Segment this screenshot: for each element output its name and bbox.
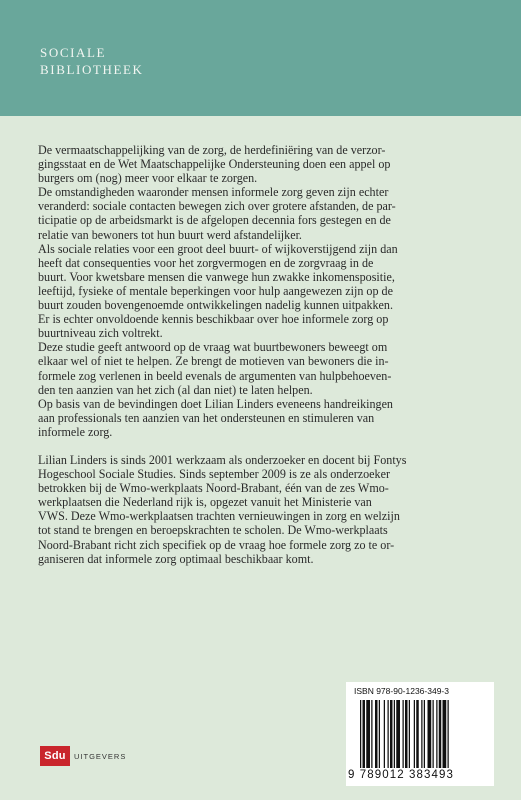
barcode-digits: 9 789012 383493 bbox=[348, 769, 455, 781]
barcode-bar bbox=[403, 700, 404, 768]
barcode-box bbox=[346, 682, 494, 786]
series-title-line: SOCIALE bbox=[40, 45, 107, 60]
text-line: informele zorg. bbox=[38, 424, 113, 439]
text-line: ticipatie op de arbeidsmarkt is de afgelopen decennia fors gestegen en de bbox=[38, 213, 391, 228]
description-paragraph bbox=[38, 143, 488, 439]
text-line: werkplaatsen die Nederland rijk is, opgezet vanuit het Ministerie van bbox=[38, 495, 372, 510]
text-line: relatie van bewoners tot hun buurt werd afstandelijker. bbox=[38, 227, 302, 242]
text-line: heeft dat consequenties voor het zorgvermogen en de zorgvraag in de bbox=[38, 255, 374, 270]
text-line: VWS. Deze Wmo-werkplaatsen trachten vernieuwingen in zorg en welzijn bbox=[38, 509, 400, 524]
text-line: Lilian Linders is sinds 2001 werkzaam als onderzoeker en docent bij Fontys bbox=[38, 452, 407, 467]
text-line: formele zog verlenen in beeld evenals de argumenten van hulpbehoeven- bbox=[38, 368, 392, 383]
text-line: buurtniveau zich voltrekt. bbox=[38, 326, 163, 341]
barcode-bar bbox=[448, 700, 449, 768]
barcode-bar bbox=[414, 700, 415, 768]
barcode-bar bbox=[396, 700, 400, 768]
text-line: Deze studie geeft antwoord op de vraag wat buurtbewoners beweegt om bbox=[38, 340, 388, 355]
barcode-bar bbox=[439, 700, 442, 768]
barcode-bar bbox=[394, 700, 395, 768]
author-bio-paragraph bbox=[38, 453, 488, 566]
publisher-logo bbox=[40, 746, 126, 766]
barcode-bar bbox=[363, 700, 366, 768]
text-line: betrokken bij de Wmo-werkplaats Noord-Brabant, één van de zes Wmo- bbox=[38, 481, 389, 496]
text-line: burgers om (nog) meer voor elkaar te zorgen. bbox=[38, 171, 258, 186]
barcode-bar bbox=[421, 700, 422, 768]
barcode-bar bbox=[416, 700, 419, 768]
barcode-bar bbox=[371, 700, 372, 768]
text-line: den ten aanzien van het zich (al dan niet) te laten helpen. bbox=[38, 382, 313, 397]
text-line: gingsstaat en de Wet Maatschappelijke Ondersteuning doen een appel op bbox=[38, 157, 391, 172]
text-line: ganiseren dat informele zorg optimaal beschikbaar komt. bbox=[38, 551, 314, 566]
barcode-bar bbox=[405, 700, 408, 768]
header-band bbox=[0, 0, 521, 116]
text-line: Als sociale relaties voor een groot deel buurt- of wijkoverstijgend zijn dan bbox=[38, 241, 398, 256]
barcode-bar bbox=[436, 700, 437, 768]
barcode-bar bbox=[443, 700, 447, 768]
text-line: buurt zouden bovengenoemde ontwikkelingen nadelig kunnen uitpakken. bbox=[38, 298, 393, 313]
barcode-bar bbox=[360, 700, 361, 768]
text-line: elkaar wel of niet te helpen. Ze brengt de motieven van bewoners die in- bbox=[38, 354, 389, 369]
barcode-bar bbox=[390, 700, 393, 768]
text-line: De omstandigheden waaronder mensen informele zorg geven zijn echter bbox=[38, 185, 389, 200]
barcode-bar bbox=[388, 700, 389, 768]
barcode-bar bbox=[375, 700, 378, 768]
barcode-graphic bbox=[360, 700, 484, 768]
text-line: leeftijd, fysieke of mentale beperkingen voor hulp aangewezen zijn op de bbox=[38, 283, 393, 298]
publisher-logo-text: UITGEVERS bbox=[74, 751, 127, 761]
text-line: tot stand te brengen en beroepskrachten te scholen. De Wmo-werkplaats bbox=[38, 523, 388, 538]
text-line: Er is echter onvoldoende kennis beschikbaar over hoe informele zorg op bbox=[38, 312, 389, 327]
series-title bbox=[40, 44, 144, 78]
barcode-bar bbox=[424, 700, 425, 768]
series-title-line: BIBLIOTHEEK bbox=[40, 62, 144, 77]
back-cover-text bbox=[38, 143, 488, 566]
barcode-bar bbox=[428, 700, 432, 768]
barcode-bar bbox=[384, 700, 385, 768]
text-line: aan professionals ten aanzien van het ondersteunen en stimuleren van bbox=[38, 410, 375, 425]
barcode-bar bbox=[409, 700, 410, 768]
text-line: Noord-Brabant richt zich specifiek op de vraag hoe formele zorg zo te or- bbox=[38, 537, 395, 552]
barcode-bar bbox=[433, 700, 434, 768]
text-line: veranderd: sociale contacten bewegen zich over grotere afstanden, de par- bbox=[38, 199, 396, 214]
sdu-logo-mark: Sdu bbox=[40, 746, 70, 766]
barcode-bar bbox=[366, 700, 370, 768]
text-line: De vermaatschappelijking van de zorg, de herdefiniëring van de verzor- bbox=[38, 143, 386, 157]
text-line: Op basis van de bevindingen doet Lilian Linders eveneens handreikingen bbox=[38, 396, 393, 411]
text-line: Hogeschool Sociale Studies. Sinds september 2009 is ze als onderzoeker bbox=[38, 467, 390, 482]
isbn-label: ISBN 978-90-1236-349-3 bbox=[354, 686, 449, 696]
barcode-bar bbox=[379, 700, 380, 768]
text-line: buurt. Voor kwetsbare mensen die vanwege hun zwakke inkomenspositie, bbox=[38, 269, 395, 284]
